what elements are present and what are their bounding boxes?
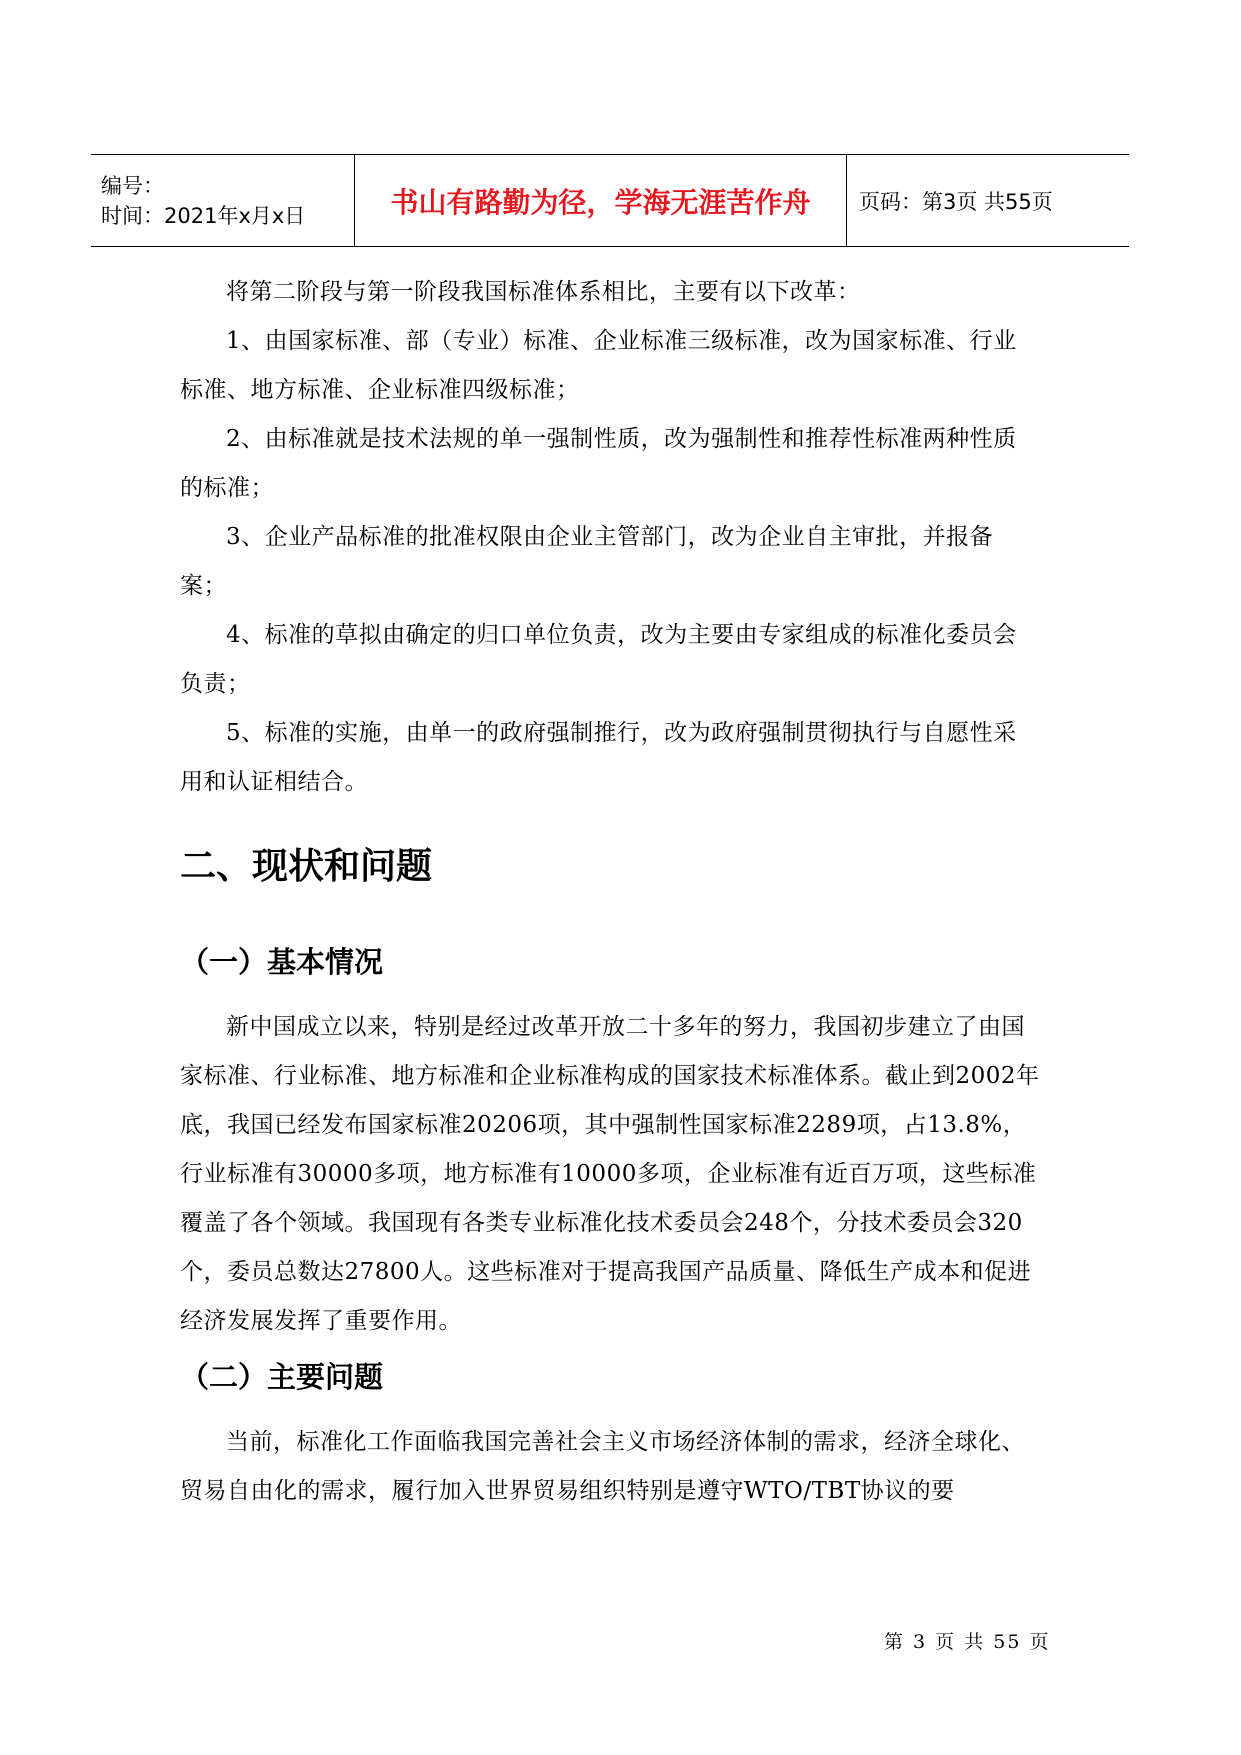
number-label: 编号：	[101, 173, 164, 198]
paragraph: 新中国成立以来，特别是经过改革开放二十多年的努力，我国初步建立了由国家标准、行业标准、地方标准和企业标准构成的国家技术标准体系。截止到2002年底，我国已经发布国家标准20206项，其中强制性国家标准2289项，占13.8%，行业标准有30000多项，地方标准有10000多项，企业标准有近百万项，这些标准覆盖了各个领域。我国现有各类专业标准化技术委员会248个，分技术委员会320个，委员总数达27800人。这些标准对于提高我国产品质量、降低生产成本和促进经济发展发挥了重要作用。	[180, 1014, 1040, 1334]
section-basic-situation	[180, 1003, 1042, 1346]
heading-main: 二、现状和问题	[180, 846, 433, 887]
paragraph: 2、由标准就是技术法规的单一强制性质，改为强制性和推荐性标准两种性质的标准；	[180, 426, 1017, 501]
header-meta	[91, 155, 355, 246]
page-footer: 第 3 页 共 55 页	[884, 1631, 1051, 1653]
section-main-problems	[180, 1418, 1042, 1516]
paragraph: 1、由国家标准、部（专业）标准、企业标准三级标准，改为国家标准、行业标准、地方标准、企业标准四级标准；	[180, 328, 1017, 403]
paragraph: 5、标准的实施，由单一的政府强制推行，改为政府强制贯彻执行与自愿性采用和认证相结合。	[180, 720, 1017, 795]
paragraph: 4、标准的草拟由确定的归口单位负责，改为主要由专家组成的标准化委员会负责；	[180, 622, 1017, 697]
paragraph: 将第二阶段与第一阶段我国标准体系相比，主要有以下改革：	[226, 279, 861, 305]
paragraph: 3、企业产品标准的批准权限由企业主管部门，改为企业自主审批，并报备案；	[180, 524, 994, 599]
paragraph: 当前，标准化工作面临我国完善社会主义市场经济体制的需求，经济全球化、贸易自由化的需求，履行加入世界贸易组织特别是遵守WTO/TBT协议的要	[180, 1429, 1025, 1504]
header-slogan: 书山有路勤为径，学海无涯苦作舟	[355, 155, 847, 246]
time-label: 时间：2021年x月x日	[101, 203, 306, 228]
header-page-code: 页码：第3页 共55页	[859, 189, 1053, 214]
document-header	[91, 154, 1129, 247]
heading-main-problems: （二）主要问题	[180, 1360, 384, 1394]
section-reforms	[180, 268, 1040, 807]
heading-basic-situation: （一）基本情况	[180, 945, 384, 979]
